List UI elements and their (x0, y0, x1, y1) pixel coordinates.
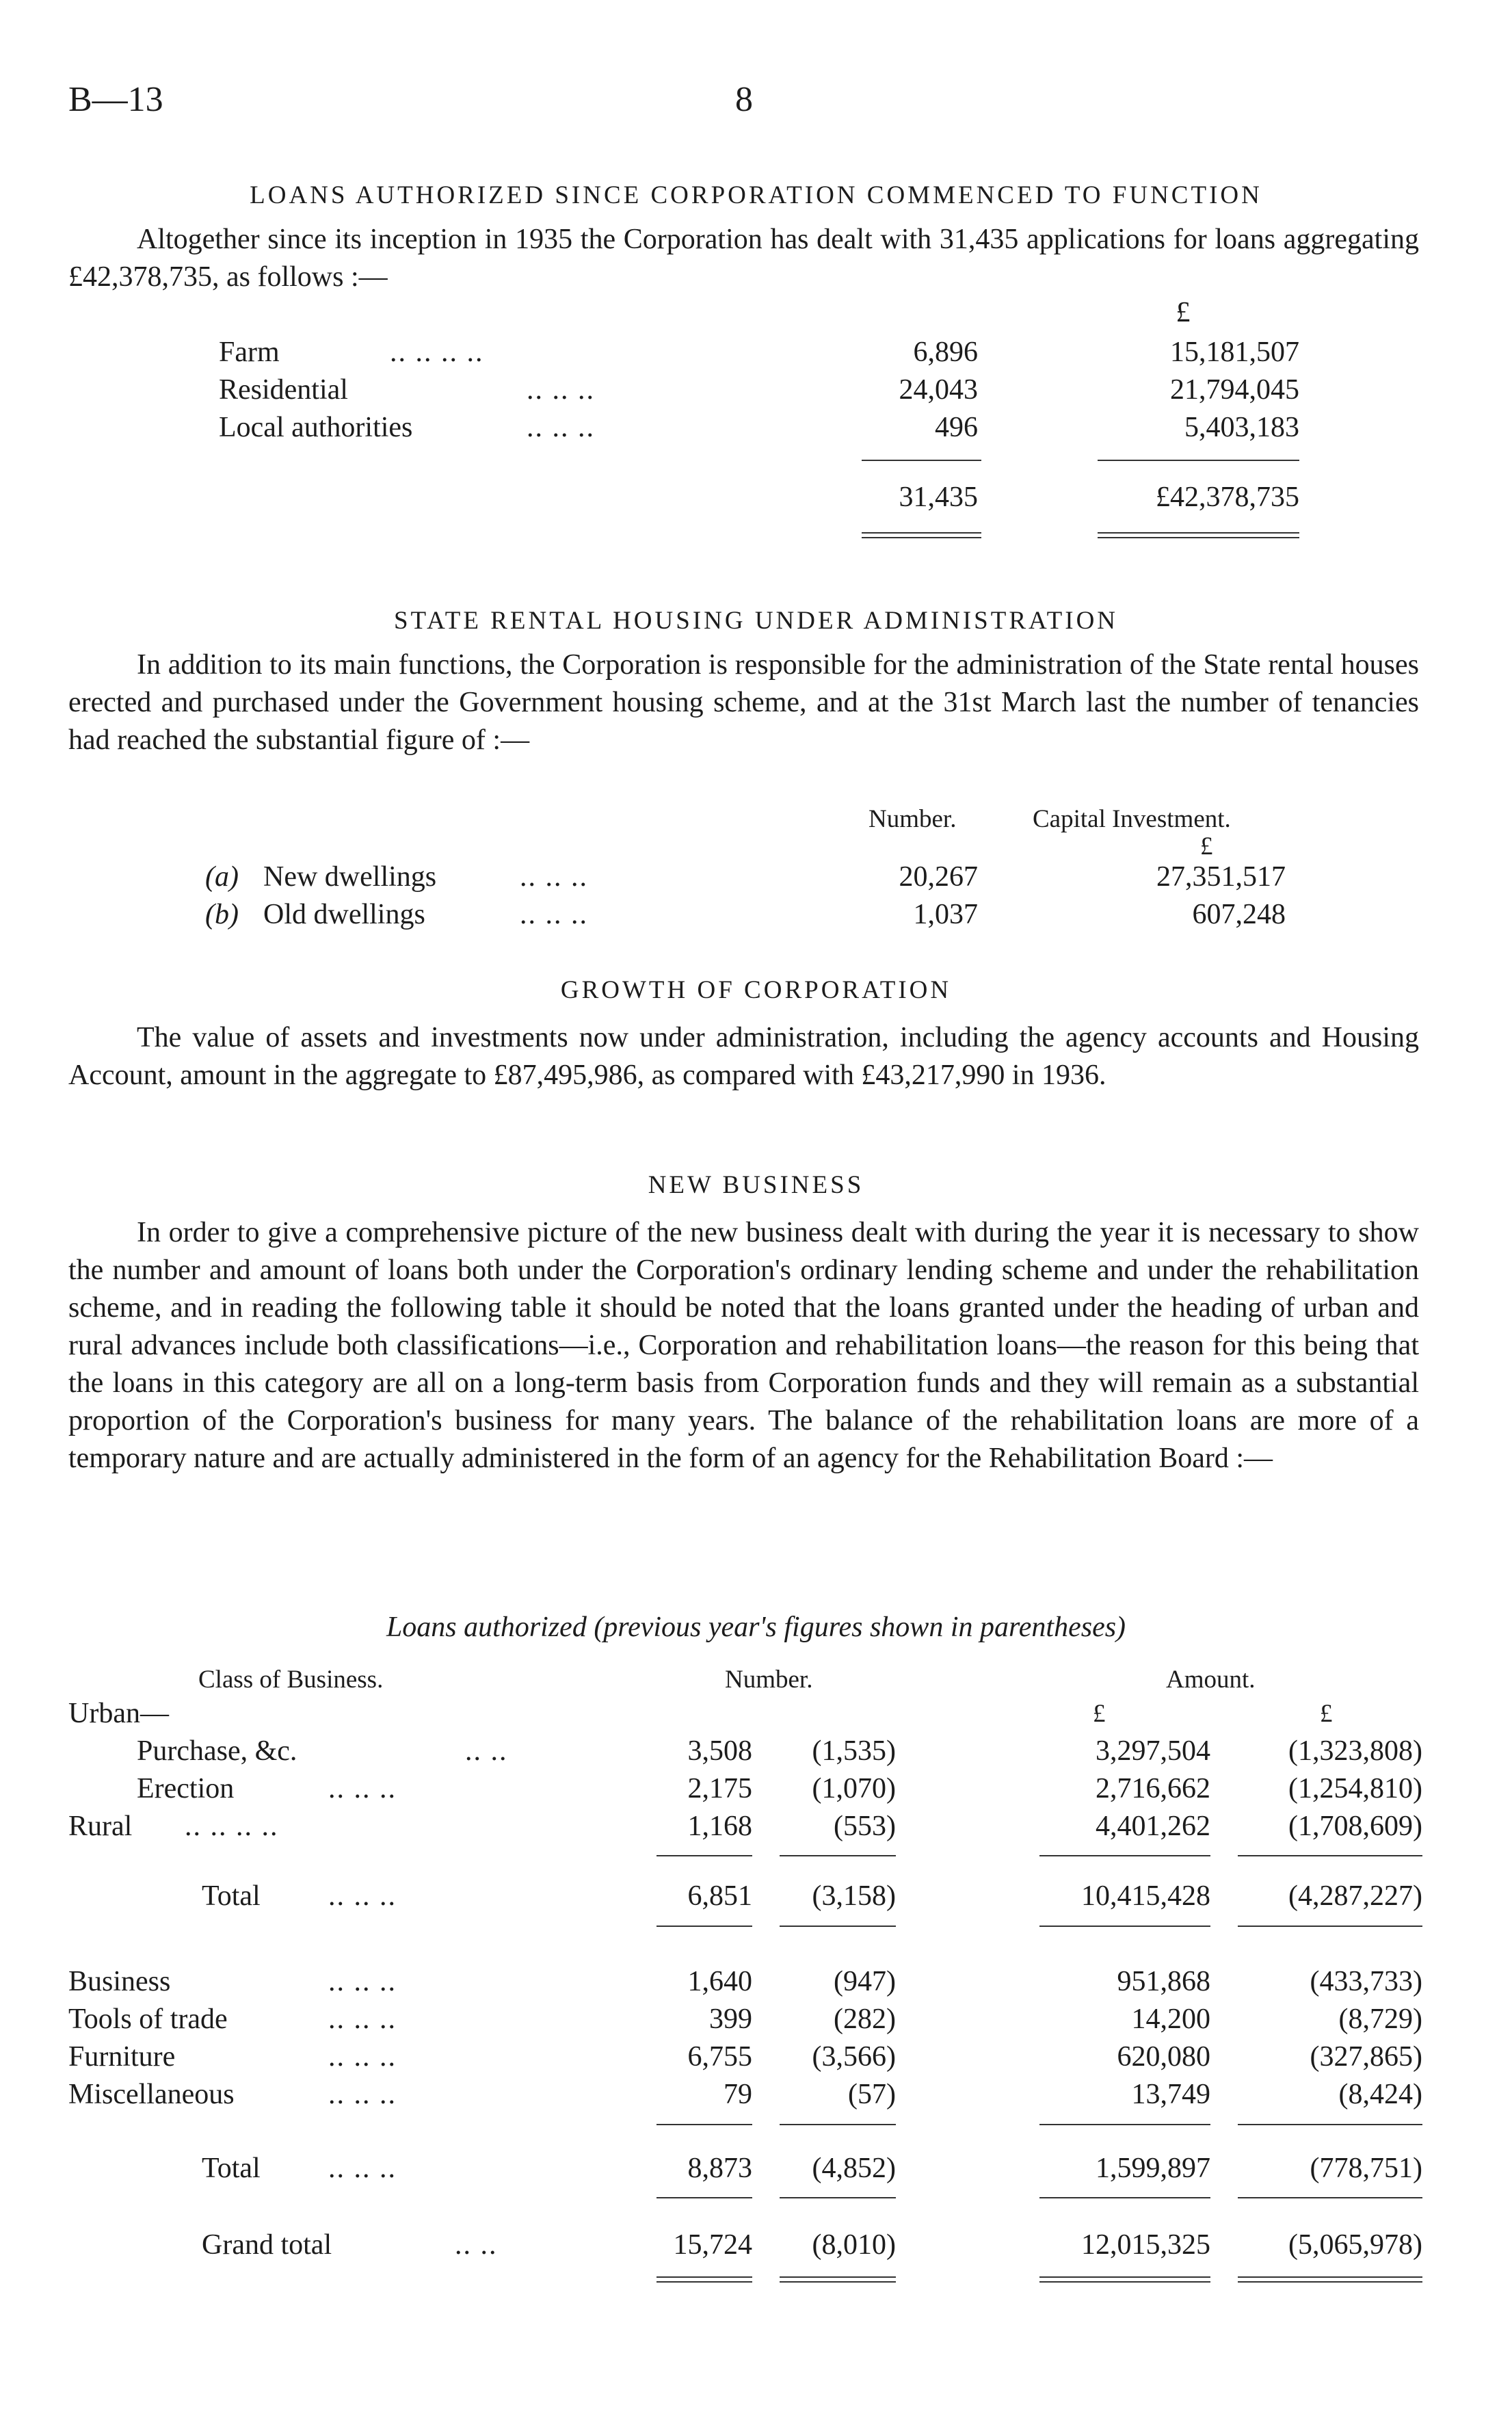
row-dots: .. .. (465, 1735, 508, 1767)
grand-total-number: 15,724 (673, 2229, 752, 2261)
row-prefix-a: (a) (205, 861, 239, 893)
column-header-capital-investment: Capital Investment. (1033, 805, 1231, 833)
row-amount-erection: 2,716,662 (1096, 1773, 1210, 1804)
rule-prev-number (780, 2124, 896, 2125)
total-prev-amount-1: (4,287,227) (1288, 1880, 1422, 1912)
total-prev-number-1: (3,158) (812, 1880, 896, 1912)
total-label-1: Total (202, 1880, 261, 1912)
page-number: 8 (735, 80, 753, 119)
row-number-miscellaneous: 79 (724, 2079, 752, 2110)
row-amount-furniture: 620,080 (1117, 2041, 1210, 2073)
row-label-erection: Erection (137, 1773, 235, 1804)
rule-prev-amount (1238, 2197, 1422, 2198)
row-label-residential: Residential (219, 374, 348, 406)
grand-total-prev-amount: (5,065,978) (1288, 2229, 1422, 2261)
total-amount-1: 10,415,428 (1081, 1880, 1210, 1912)
total-number-2: 8,873 (687, 2153, 752, 2184)
row-amount-purchase: 3,297,504 (1096, 1735, 1210, 1767)
row-dots: .. .. .. (527, 412, 595, 443)
paragraph-new-business (68, 1214, 1419, 1477)
rule-prev-number (780, 1855, 896, 1856)
row-number-erection: 2,175 (687, 1773, 752, 1804)
group-label-urban: Urban— (68, 1698, 169, 1729)
row-dots: .. .. .. (328, 1773, 397, 1804)
rule-amount (1039, 1855, 1210, 1856)
paragraph-loans-authorized (68, 221, 1419, 296)
row-prev-number-rural: (553) (834, 1811, 896, 1842)
row-label-purchase: Purchase, &c. (137, 1735, 297, 1767)
row-label-old-dwellings: Old dwellings (263, 899, 425, 930)
row-prev-number-furniture: (3,566) (812, 2041, 896, 2073)
section-heading-growth: GROWTH OF CORPORATION (560, 976, 952, 1004)
double-rule-prev-amount (1238, 2276, 1422, 2283)
row-dots: .. .. .. (328, 2079, 397, 2110)
row-prev-amount-business: (433,733) (1310, 1966, 1422, 1997)
rule-prev-amount (1238, 2124, 1422, 2125)
paragraph-text: Altogether since its inception in 1935 the Corporation has dealt with 31,435 applications for loans aggregating £42,378,735, as follows :— (68, 224, 1419, 293)
row-label-furniture: Furniture (68, 2041, 176, 2073)
currency-header-1: £ (1093, 1700, 1106, 1728)
row-dots: .. .. .. (328, 1966, 397, 1997)
row-label-rural: Rural (68, 1811, 133, 1842)
total-number-1: 6,851 (687, 1880, 752, 1912)
section-heading-new-business: NEW BUSINESS (648, 1171, 864, 1199)
grand-total-label: Grand total (202, 2229, 332, 2261)
total-label-2: Total (202, 2153, 261, 2184)
paragraph-state-rental-housing (68, 646, 1419, 759)
row-label-local-authorities: Local authorities (219, 412, 413, 443)
row-prev-amount-miscellaneous: (8,424) (1338, 2079, 1422, 2110)
table-caption: Loans authorized (previous year's figures shown in parentheses) (386, 1612, 1126, 1643)
rule-prev-amount (1238, 1855, 1422, 1856)
row-dots: .. .. .. (328, 2003, 397, 2035)
row-amount-farm: 15,181,507 (1170, 337, 1299, 368)
paragraph-text: The value of assets and investments now under administration, including the agency accounts and Housing Account, amount in the aggregate to £87,495,986, as compared with £43,217,990 in 1936. (68, 1022, 1419, 1091)
double-rule-prev-number (780, 2276, 896, 2283)
rule-number (656, 2124, 752, 2125)
row-amount-tools-of-trade: 14,200 (1131, 2003, 1210, 2035)
rule-number (656, 1926, 752, 1927)
row-number-purchase: 3,508 (687, 1735, 752, 1767)
row-label-tools-of-trade: Tools of trade (68, 2003, 228, 2035)
row-dots: .. .. .. (328, 1880, 397, 1912)
row-dots: .. .. .. (328, 2153, 397, 2184)
double-rule-amount (1098, 532, 1299, 538)
currency-header: £ (1200, 832, 1213, 860)
row-number-old-dwellings: 1,037 (913, 899, 978, 930)
row-label-miscellaneous: Miscellaneous (68, 2079, 235, 2110)
row-prev-number-purchase: (1,535) (812, 1735, 896, 1767)
paragraph-text: In order to give a comprehensive picture of the new business dealt with during the year it is necessary to show the number and amount of loans both under the Corporation's ordinary lending scheme and under the rehabilitation scheme, and in reading the following table it should be noted that the loans granted under the heading of urban and rural advances include both classifications—i.e., Corporation and rehabilitation loans—the reason for this being that the loans in this category are all on a long-term basis from Corporation funds and they will remain as a substantial proportion of the Corporation's business for many years. The balance of the rehabilitation loans are more of a temporary nature and are actually administered in the form of an agency for the Rehabilitation Board :— (68, 1217, 1419, 1474)
paragraph-growth (68, 1019, 1419, 1094)
row-amount-local-authorities: 5,403,183 (1184, 412, 1299, 443)
grand-total-amount: 12,015,325 (1081, 2229, 1210, 2261)
section-heading-state-rental-housing: STATE RENTAL HOUSING UNDER ADMINISTRATION (393, 607, 1119, 635)
paragraph-text: In addition to its main functions, the Corporation is responsible for the administration of the State rental houses erected and purchased under the Government housing scheme, and at the 31st March last the number of tenancies had reached the substantial figure of :— (68, 649, 1419, 756)
row-number-rural: 1,168 (687, 1811, 752, 1842)
row-dots: .. .. .. (527, 374, 595, 406)
double-rule-number (656, 2276, 752, 2283)
rule-number (862, 460, 981, 461)
row-prev-number-erection: (1,070) (812, 1773, 896, 1804)
row-amount-rural: 4,401,262 (1096, 1811, 1210, 1842)
total-amount-2: 1,599,897 (1096, 2153, 1210, 2184)
row-prev-number-miscellaneous: (57) (848, 2079, 896, 2110)
row-amount-business: 951,868 (1117, 1966, 1210, 1997)
row-dots: .. .. .. .. (185, 1811, 279, 1842)
rule-prev-amount (1238, 1926, 1422, 1927)
grand-total-prev-number: (8,010) (812, 2229, 896, 2261)
row-dots: .. .. .. (520, 861, 588, 893)
currency-header-2: £ (1320, 1700, 1333, 1728)
document-code: B—13 (68, 80, 163, 119)
double-rule-amount (1039, 2276, 1210, 2283)
row-number-residential: 24,043 (899, 374, 978, 406)
total-prev-number-2: (4,852) (812, 2153, 896, 2184)
rule-prev-number (780, 1926, 896, 1927)
row-prev-amount-purchase: (1,323,808) (1288, 1735, 1422, 1767)
row-prev-amount-tools-of-trade: (8,729) (1338, 2003, 1422, 2035)
currency-header: £ (1176, 297, 1191, 328)
rule-prev-number (780, 2197, 896, 2198)
row-amount-miscellaneous: 13,749 (1131, 2079, 1210, 2110)
row-label-business: Business (68, 1966, 171, 1997)
row-number-business: 1,640 (687, 1966, 752, 1997)
column-header-class: Class of Business. (198, 1666, 384, 1694)
row-label-farm: Farm (219, 337, 280, 368)
row-dots: .. .. .. (520, 899, 588, 930)
column-header-number: Number. (868, 805, 957, 833)
column-header-amount: Amount. (1166, 1666, 1256, 1694)
row-number-tools-of-trade: 399 (709, 2003, 752, 2035)
row-prev-amount-rural: (1,708,609) (1288, 1811, 1422, 1842)
total-amount: £42,378,735 (1156, 482, 1299, 513)
rule-amount (1039, 2197, 1210, 2198)
section-heading-loans-authorized: LOANS AUTHORIZED SINCE CORPORATION COMMENCED TO FUNCTION (250, 181, 1262, 209)
row-label-new-dwellings: New dwellings (263, 861, 437, 893)
row-dots: .. .. .. .. (390, 337, 484, 368)
row-number-furniture: 6,755 (687, 2041, 752, 2073)
rule-amount (1039, 1926, 1210, 1927)
row-prev-amount-erection: (1,254,810) (1288, 1773, 1422, 1804)
total-prev-amount-2: (778,751) (1310, 2153, 1422, 2184)
row-dots: .. .. (455, 2229, 498, 2261)
row-number-farm: 6,896 (913, 337, 978, 368)
column-header-number: Number. (725, 1666, 813, 1694)
row-prev-number-tools-of-trade: (282) (834, 2003, 896, 2035)
row-dots: .. .. .. (328, 2041, 397, 2073)
row-number-local-authorities: 496 (935, 412, 978, 443)
rule-number (656, 1855, 752, 1856)
rule-number (656, 2197, 752, 2198)
row-number-new-dwellings: 20,267 (899, 861, 978, 893)
double-rule-number (862, 532, 981, 538)
rule-amount (1098, 460, 1299, 461)
row-amount-old-dwellings: 607,248 (1192, 899, 1286, 930)
row-prefix-b: (b) (205, 899, 239, 930)
row-prev-amount-furniture: (327,865) (1310, 2041, 1422, 2073)
total-number: 31,435 (899, 482, 978, 513)
row-amount-residential: 21,794,045 (1170, 374, 1299, 406)
rule-amount (1039, 2124, 1210, 2125)
row-prev-number-business: (947) (834, 1966, 896, 1997)
row-amount-new-dwellings: 27,351,517 (1156, 861, 1286, 893)
